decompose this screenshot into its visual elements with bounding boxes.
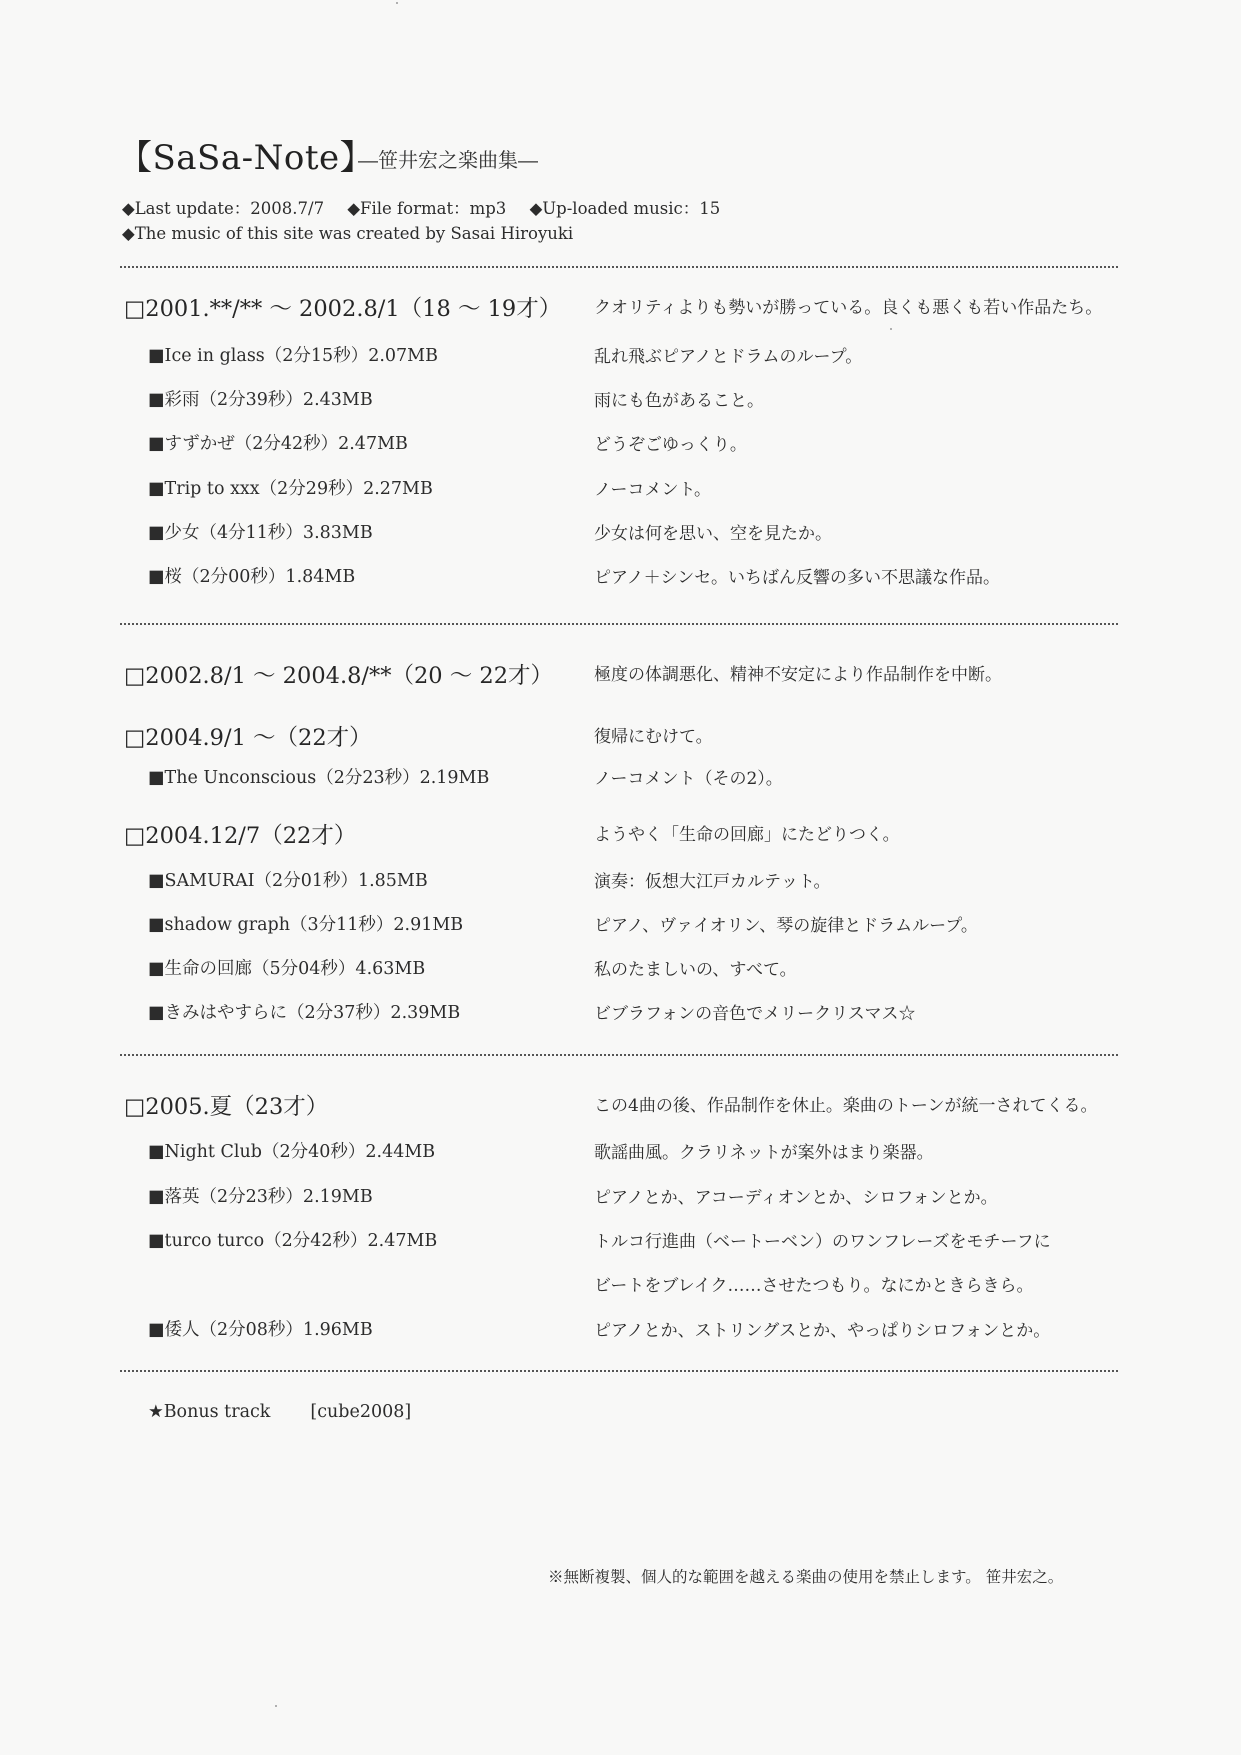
track-title: ■すずかぜ（2分42秒）2.47MB	[148, 434, 408, 454]
paper-speck	[275, 1705, 277, 1707]
track-title: ■shadow graph（3分11秒）2.91MB	[148, 915, 464, 935]
track-comment: トルコ行進曲（ベートーベン）のワンフレーズをモチーフに	[594, 1232, 1051, 1252]
period-label: □2002.8/1 ～ 2004.8/**（20 ～ 22才）	[124, 663, 554, 689]
track-comment: どうぞごゆっくり。	[594, 435, 747, 455]
track-comment: 演奏：仮想大江戸カルテット。	[594, 872, 831, 892]
period-comment: この4曲の後、作品制作を休止。楽曲のトーンが統一されてくる。	[594, 1096, 1098, 1116]
divider	[120, 1054, 1118, 1056]
track-comment: 歌謡曲風。クラリネットが案外はまり楽器。	[594, 1143, 934, 1163]
divider	[120, 623, 1118, 625]
period-label: □2004.9/1 ～（22才）	[124, 725, 372, 751]
track-comment: ノーコメント。	[594, 480, 711, 500]
page-subtitle: ―笹井宏之楽曲集―	[358, 148, 538, 172]
track-title: ■Night Club（2分40秒）2.44MB	[148, 1142, 436, 1162]
track-comment: 乱れ飛ぶピアノとドラムのループ。	[594, 347, 863, 367]
track-comment: ピアノ＋シンセ。いちばん反響の多い不思議な作品。	[594, 568, 1001, 588]
meta-line	[122, 195, 738, 219]
track-title: ■The Unconscious（2分23秒）2.19MB	[148, 768, 490, 788]
track-comment: ビートをブレイク……させたつもり。なにかときらきら。	[594, 1276, 1034, 1296]
track-title: ■生命の回廊（5分04秒）4.63MB	[148, 959, 426, 979]
track-title: ■落英（2分23秒）2.19MB	[148, 1187, 373, 1207]
bonus-tag: [cube2008]	[310, 1402, 412, 1422]
track-title: ■SAMURAI（2分01秒）1.85MB	[148, 871, 428, 891]
page-title: 【SaSa-Note】	[118, 138, 375, 178]
period-label: □2005.夏（23才）	[124, 1094, 329, 1120]
track-title: ■少女（4分11秒）3.83MB	[148, 523, 373, 543]
track-comment: 私のたましいの、すべて。	[594, 960, 797, 980]
file-format: ◆File format：mp3	[347, 199, 507, 218]
period-comment: ようやく「生命の回廊」にたどりつく。	[594, 825, 900, 845]
track-title: ■きみはやすらに（2分37秒）2.39MB	[148, 1003, 461, 1023]
track-comment: ノーコメント（その2）。	[594, 769, 783, 789]
track-comment: ピアノ、ヴァイオリン、琴の旋律とドラムループ。	[594, 916, 978, 936]
track-title: ■倭人（2分08秒）1.96MB	[148, 1320, 373, 1340]
period-label: □2001.**/** ～ 2002.8/1（18 ～ 19才）	[124, 296, 562, 322]
uploaded-count: ◆Up-loaded music：15	[529, 199, 721, 218]
credit-line: ◆The music of this site was created by Sasai Hiroyuki	[122, 224, 574, 243]
last-update: ◆Last update：2008.7/7	[122, 199, 325, 218]
track-comment: 少女は何を思い、空を見たか。	[594, 524, 832, 544]
track-title: ■彩雨（2分39秒）2.43MB	[148, 390, 373, 410]
track-title: ■桜（2分00秒）1.84MB	[148, 567, 356, 587]
divider	[120, 266, 1118, 268]
paper-speck	[890, 328, 892, 330]
period-label: □2004.12/7（22才）	[124, 823, 357, 849]
track-comment: 雨にも色があること。	[594, 391, 764, 411]
bonus-track	[148, 1402, 411, 1422]
track-comment: ピアノとか、アコーディオンとか、シロフォンとか。	[594, 1188, 998, 1208]
period-comment: 極度の体調悪化、精神不安定により作品制作を中断。	[594, 665, 1002, 685]
track-title: ■Trip to xxx（2分29秒）2.27MB	[148, 479, 433, 499]
divider	[120, 1370, 1118, 1372]
track-comment: ピアノとか、ストリングスとか、やっぱりシロフォンとか。	[594, 1321, 1051, 1341]
copyright-notice: ※無断複製、個人的な範囲を越える楽曲の使用を禁止します。 笹井宏之。	[548, 1568, 1064, 1586]
track-title: ■turco turco（2分42秒）2.47MB	[148, 1231, 438, 1251]
period-comment: クオリティよりも勢いが勝っている。良くも悪くも若い作品たち。	[594, 298, 1103, 318]
bonus-label: ★Bonus track	[148, 1402, 271, 1422]
track-comment: ビブラフォンの音色でメリークリスマス☆	[594, 1004, 916, 1024]
track-title: ■Ice in glass（2分15秒）2.07MB	[148, 346, 438, 366]
period-comment: 復帰にむけて。	[594, 727, 713, 747]
paper-speck	[396, 2, 398, 4]
